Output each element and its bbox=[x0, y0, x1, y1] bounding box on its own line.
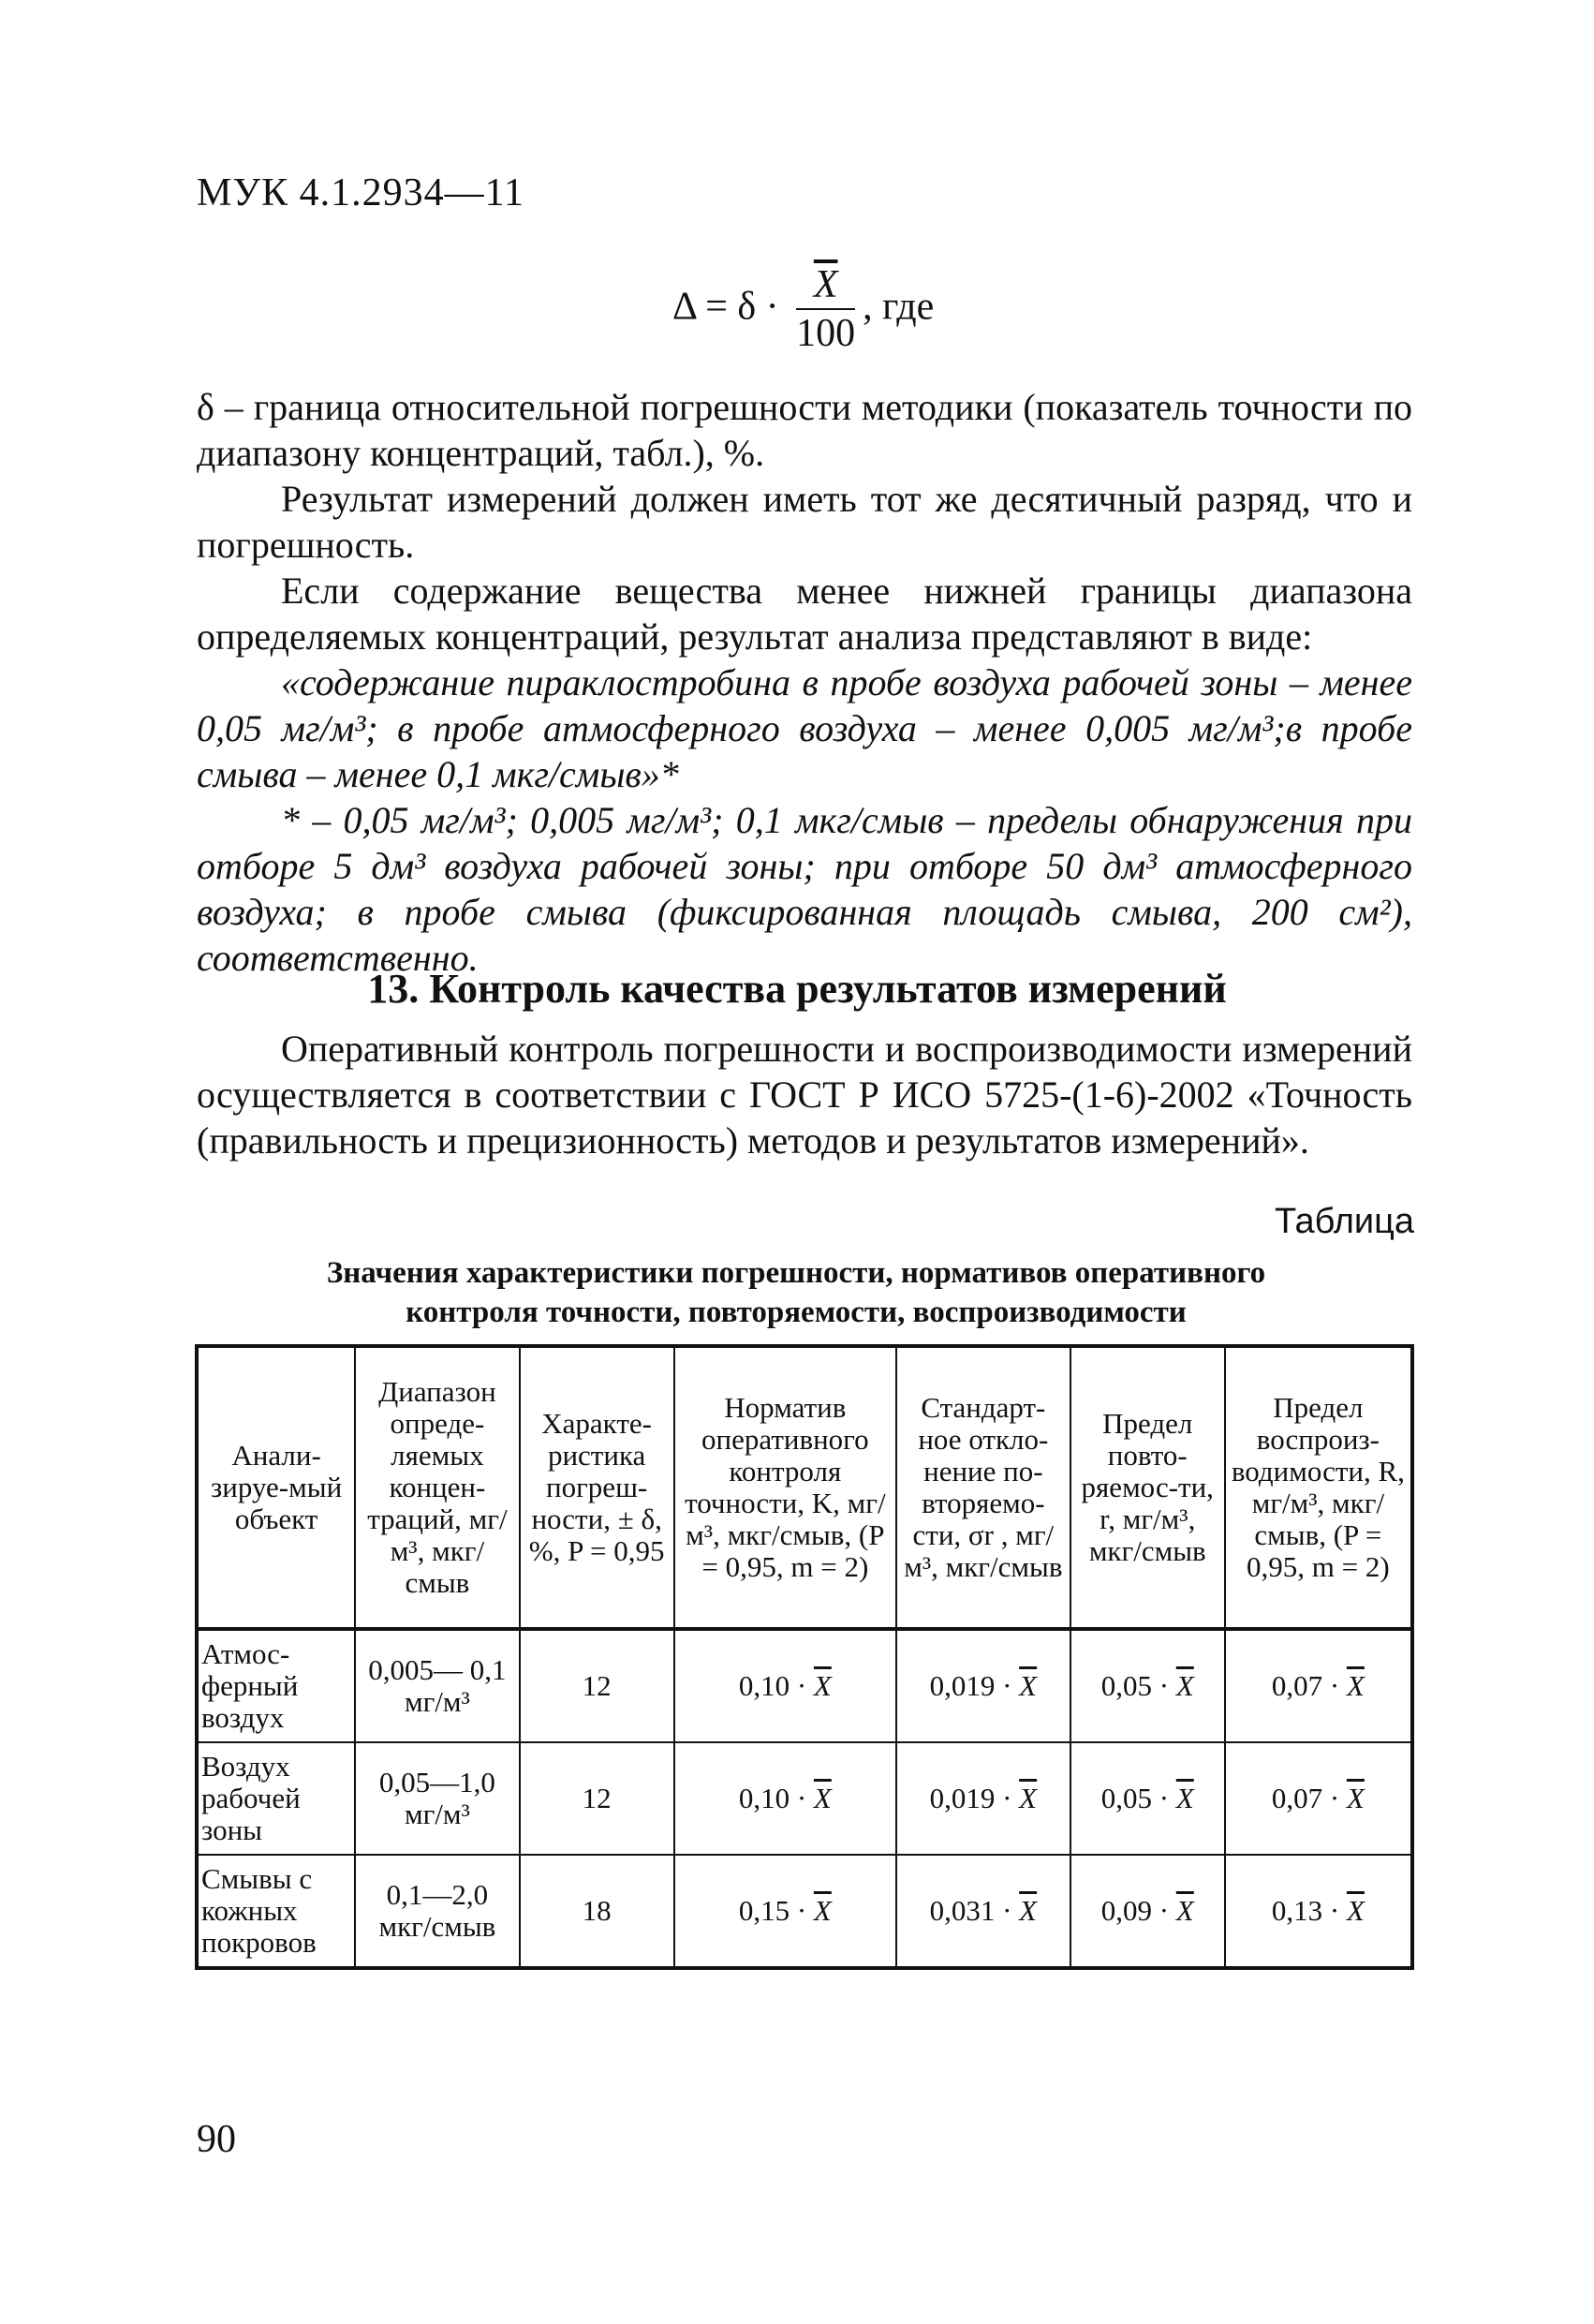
cell-delta: 18 bbox=[520, 1855, 674, 1968]
document-code: МУК 4.1.2934—11 bbox=[197, 171, 525, 215]
header-object: Анали-зируе-мый объект bbox=[197, 1346, 355, 1629]
table-label: Таблица bbox=[1275, 1202, 1414, 1241]
paragraph-footnote: * – 0,05 мг/м³; 0,005 мг/м³; 0,1 мкг/смыв – пределы обнаружения при отборе 5 дм³ воздуха рабочей зоны; при отборе 50 дм³ атмосферного воздуха; в пробе смыва (фиксированная площадь смыва, 200 см²), соответственно. bbox=[197, 799, 1412, 979]
header-k: Норматив оперативного контроля точности, K, мг/м³, мкг/смыв, (P = 0,95, m = 2) bbox=[674, 1346, 896, 1629]
page-number: 90 bbox=[197, 2118, 236, 2161]
table-row bbox=[197, 1629, 1412, 1742]
table-caption-line: Значения характеристики погрешности, нормативов оперативного bbox=[326, 1256, 1266, 1290]
body-text-b bbox=[197, 1026, 1412, 1163]
paragraph-quote: «содержание пираклостробина в пробе воздуха рабочей зоны – менее 0,05 мг/м³; в пробе атмосферного воздуха – менее 0,005 мг/м³;в пробе смыва – менее 0,1 мкг/смыв»* bbox=[197, 661, 1412, 795]
header-r: Предел повто-ряемос-ти, r, мг/м³, мкг/смыв bbox=[1070, 1346, 1225, 1629]
cell-object: Воздух рабочей зоны bbox=[197, 1742, 355, 1855]
cell-delta: 12 bbox=[520, 1742, 674, 1855]
table-header-row bbox=[197, 1346, 1412, 1629]
formula-numerator: $\overline{X}$ bbox=[796, 265, 855, 310]
formula-lhs: Δ = δ · bbox=[672, 285, 779, 329]
cell-range: 0,05—1,0 мг/м³ bbox=[355, 1742, 519, 1855]
cell-delta: 12 bbox=[520, 1629, 674, 1742]
cell-rr: $0,07 \cdot \overline{X}$ bbox=[1225, 1742, 1412, 1855]
paragraph-below-range: Если содержание вещества менее нижней границы диапазона определяемых концентраций, результат анализа представляют в виде: bbox=[197, 570, 1412, 658]
cell-r: $0,05 \cdot \overline{X}$ bbox=[1070, 1742, 1225, 1855]
cell-object: Смывы с кожных покровов bbox=[197, 1855, 355, 1968]
error-characteristics-table bbox=[195, 1344, 1414, 1970]
table-row bbox=[197, 1855, 1412, 1968]
paragraph-result-precision: Результат измерений должен иметь тот же десятичный разряд, что и погрешность. bbox=[197, 478, 1412, 566]
cell-k: $0,10 \cdot \overline{X}$ bbox=[674, 1742, 896, 1855]
header-range: Диапазон опреде-ляемых концен-траций, мг/м³, мкг/смыв bbox=[355, 1346, 519, 1629]
formula-denominator: 100 bbox=[796, 312, 856, 355]
body-text-a bbox=[197, 384, 1412, 981]
cell-sigma: $0,031 \cdot \overline{X}$ bbox=[896, 1855, 1070, 1968]
table-row bbox=[197, 1742, 1412, 1855]
header-sigma: Стандарт-ное откло-нение по-вторяемо-сти, σr , мг/м³, мкг/смыв bbox=[896, 1346, 1070, 1629]
table-caption bbox=[234, 1253, 1358, 1332]
formula-suffix: , где bbox=[863, 285, 935, 329]
paragraph-quality-control: Оперативный контроль погрешности и воспроизводимости измерений осуществляется в соответствии с ГОСТ Р ИСО 5725-(1-6)-2002 «Точность (правильность и прецизионность) методов и результатов измерений». bbox=[197, 1028, 1412, 1162]
cell-object: Атмос-ферный воздух bbox=[197, 1629, 355, 1742]
paragraph-delta-definition: δ – граница относительной погрешности методики (показатель точности по диапазону концентраций, табл.), %. bbox=[197, 386, 1412, 474]
cell-k: $0,10 \cdot \overline{X}$ bbox=[674, 1629, 896, 1742]
cell-rr: $0,13 \cdot \overline{X}$ bbox=[1225, 1855, 1412, 1968]
cell-sigma: $0,019 \cdot \overline{X}$ bbox=[896, 1742, 1070, 1855]
header-delta: Характе-ристика погреш-ности, ± δ, %, P = 0,95 bbox=[520, 1346, 674, 1629]
section-title: 13. Контроль качества результатов измерений bbox=[367, 966, 1227, 1012]
cell-k: $0,15 \cdot \overline{X}$ bbox=[674, 1855, 896, 1968]
error-formula bbox=[672, 265, 934, 355]
header-rr: Предел воспроиз-водимости, R, мг/м³, мкг/смыв, (P = 0,95, m = 2) bbox=[1225, 1346, 1412, 1629]
cell-r: $0,05 \cdot \overline{X}$ bbox=[1070, 1629, 1225, 1742]
cell-range: 0,005— 0,1 мг/м³ bbox=[355, 1629, 519, 1742]
cell-range: 0,1—2,0 мкг/смыв bbox=[355, 1855, 519, 1968]
cell-rr: $0,07 \cdot \overline{X}$ bbox=[1225, 1629, 1412, 1742]
table-caption-line: контроля точности, повторяемости, воспроизводимости bbox=[406, 1295, 1187, 1329]
cell-r: $0,09 \cdot \overline{X}$ bbox=[1070, 1855, 1225, 1968]
cell-sigma: $0,019 \cdot \overline{X}$ bbox=[896, 1629, 1070, 1742]
formula-fraction bbox=[796, 265, 855, 355]
